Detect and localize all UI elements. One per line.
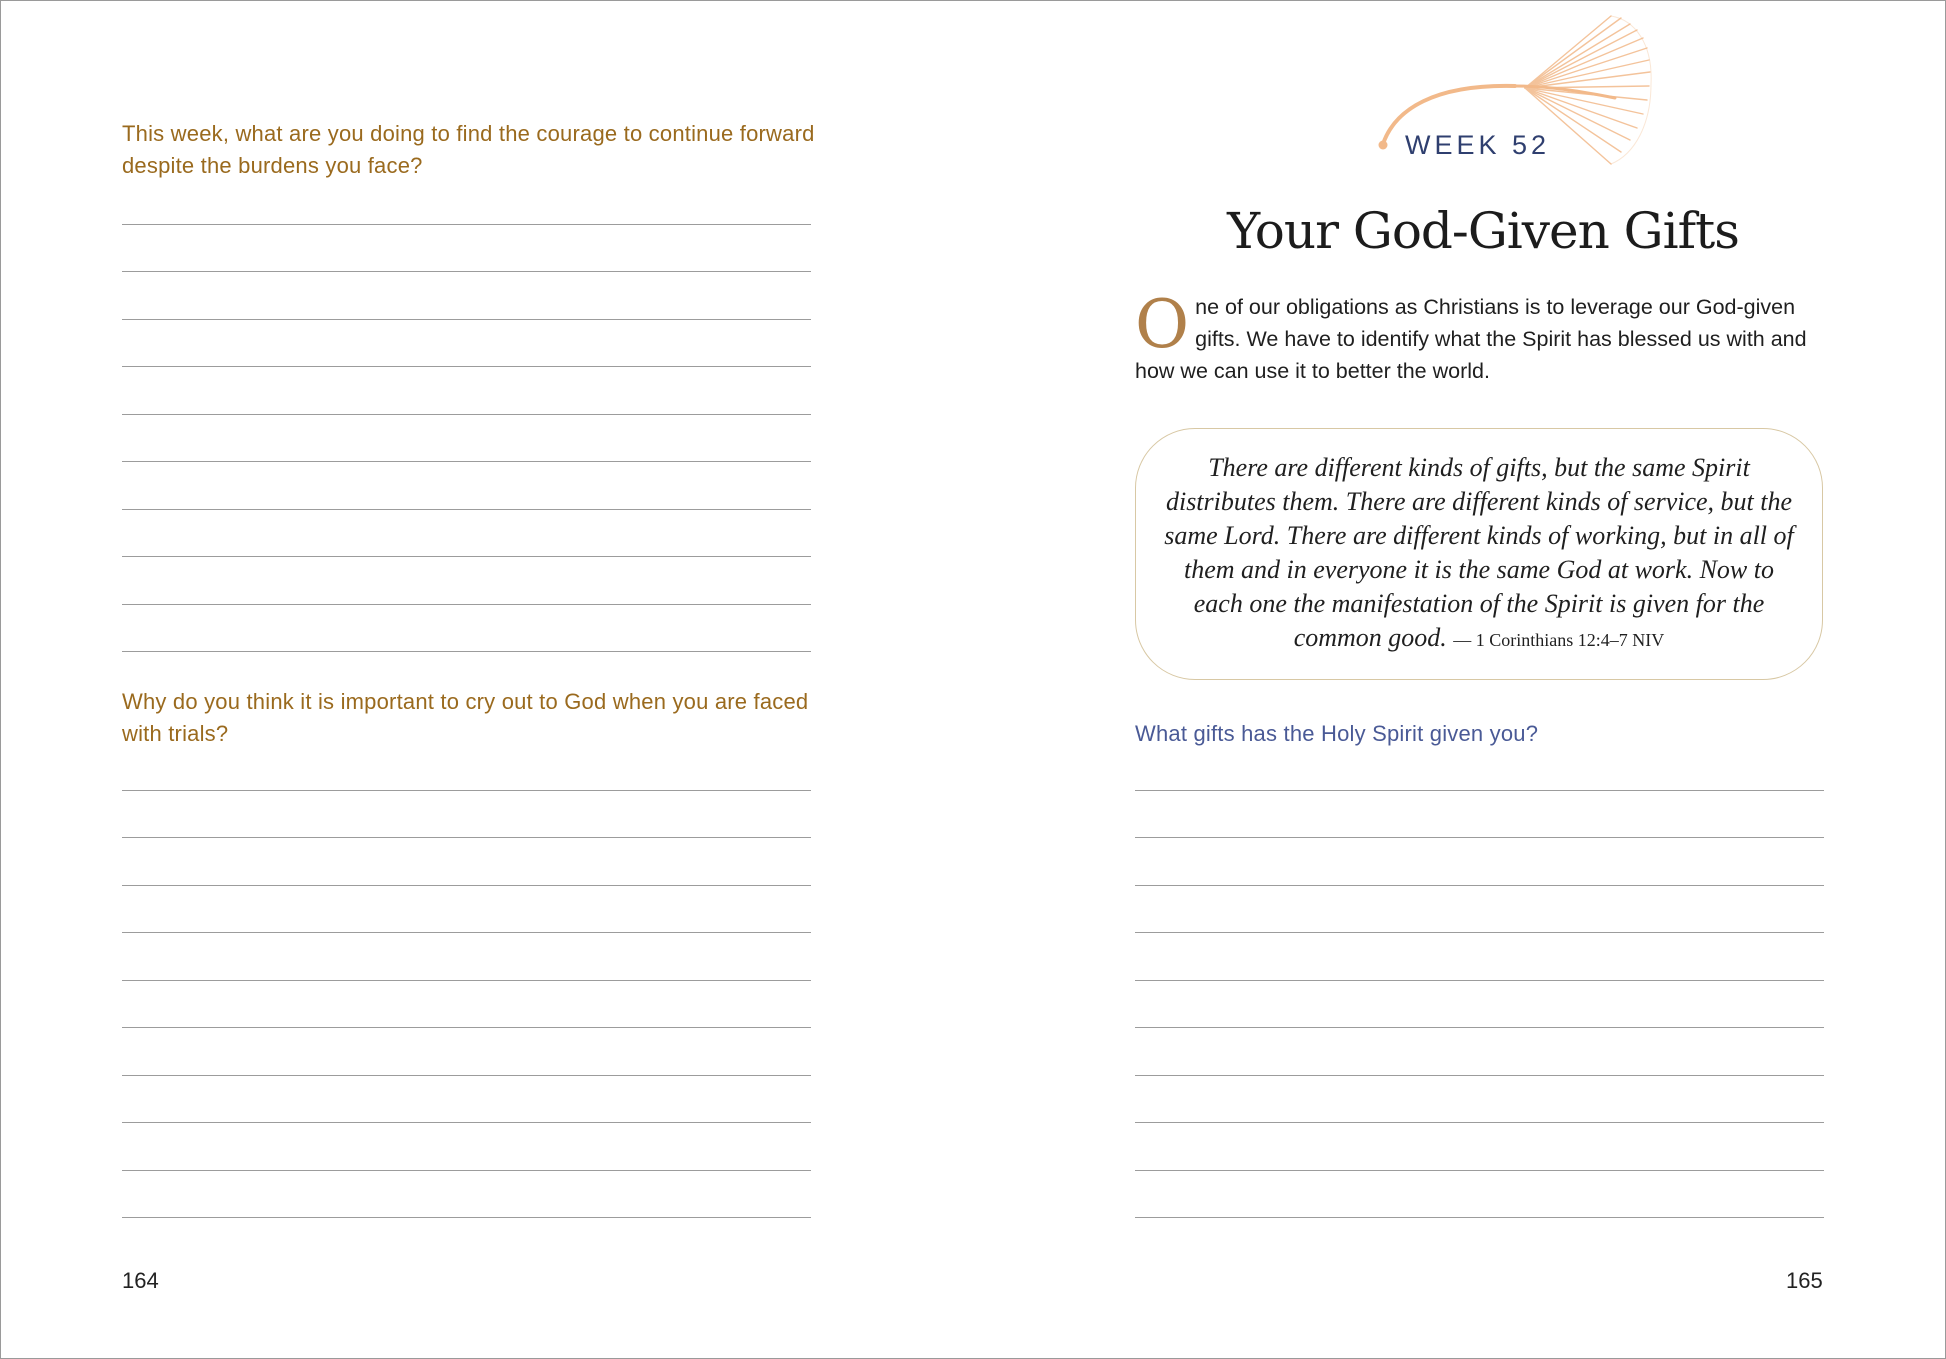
ginkgo-leaf-icon <box>1375 14 1675 204</box>
writing-line[interactable] <box>122 462 811 510</box>
writing-line[interactable] <box>1135 981 1824 1029</box>
scripture-quote-box <box>1135 428 1823 680</box>
writing-line[interactable] <box>122 177 811 225</box>
writing-line[interactable] <box>122 981 811 1029</box>
writing-line[interactable] <box>122 933 811 981</box>
writing-line[interactable] <box>1135 933 1824 981</box>
intro-text: ne of our obligations as Christians is to leverage our God-given gifts. We have to identify what the Spirit has blessed us with and how we can use it to better the world. <box>1135 295 1807 383</box>
left-question-courage: This week, what are you doing to find the courage to continue forward despite the burdens you face? <box>122 121 815 178</box>
writing-line[interactable] <box>122 838 811 886</box>
quote-text: There are different kinds of gifts, but the same Spirit distributes them. There are different kinds of service, but the same Lord. There are different kinds of working, but in all of them and in everyone it is the same God at work. Now to each one the manifestation of the Spirit is given for the common good. <box>1164 453 1794 652</box>
writing-line[interactable] <box>122 791 811 839</box>
writing-line[interactable] <box>1135 1123 1824 1171</box>
scripture-quote <box>1160 451 1798 657</box>
writing-line[interactable] <box>122 743 811 791</box>
left-writing-lines-1[interactable] <box>122 177 811 652</box>
writing-line[interactable] <box>122 1076 811 1124</box>
intro-paragraph <box>1135 286 1830 387</box>
page-title: Your God-Given Gifts <box>1227 202 1739 260</box>
writing-line[interactable] <box>1135 1028 1824 1076</box>
writing-line[interactable] <box>122 1123 811 1171</box>
writing-line[interactable] <box>122 320 811 368</box>
writing-line[interactable] <box>1135 743 1824 791</box>
drop-cap: O <box>1135 286 1190 363</box>
writing-line[interactable] <box>122 886 811 934</box>
quote-reference: — 1 Corinthians 12:4–7 NIV <box>1453 630 1665 650</box>
writing-line[interactable] <box>1135 791 1824 839</box>
writing-line[interactable] <box>1135 1171 1824 1219</box>
left-writing-lines-2[interactable] <box>122 743 811 1218</box>
week-label: WEEK 52 <box>1405 130 1551 160</box>
right-writing-lines[interactable] <box>1135 743 1824 1218</box>
writing-line[interactable] <box>122 415 811 463</box>
writing-line[interactable] <box>122 1028 811 1076</box>
writing-line[interactable] <box>122 225 811 273</box>
page-number-left: 164 <box>122 1268 159 1293</box>
right-question-gifts: What gifts has the Holy Spirit given you? <box>1135 721 1539 746</box>
writing-line[interactable] <box>1135 886 1824 934</box>
writing-line[interactable] <box>122 605 811 653</box>
writing-line[interactable] <box>1135 1076 1824 1124</box>
left-question-cry-out: Why do you think it is important to cry out to God when you are faced with trials? <box>122 689 809 746</box>
writing-line[interactable] <box>122 1171 811 1219</box>
writing-line[interactable] <box>122 557 811 605</box>
writing-line[interactable] <box>122 510 811 558</box>
page-number-right: 165 <box>1786 1268 1823 1293</box>
writing-line[interactable] <box>122 367 811 415</box>
writing-line[interactable] <box>122 272 811 320</box>
writing-line[interactable] <box>1135 838 1824 886</box>
